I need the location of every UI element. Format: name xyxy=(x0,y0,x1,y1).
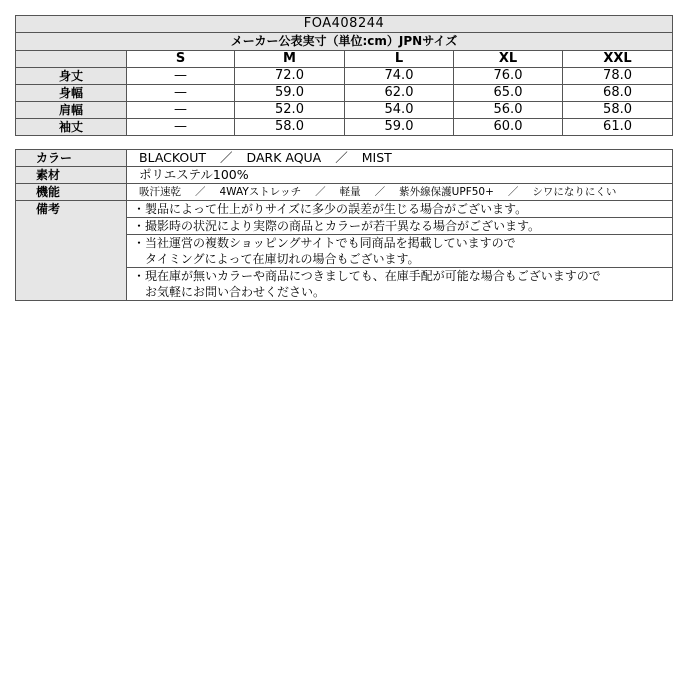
note-item xyxy=(127,201,673,218)
cell: — xyxy=(127,102,235,119)
color-item: DARK AQUA xyxy=(246,150,322,165)
note-line: ・現在庫が無いカラーや商品につきましても、在庫手配が可能な場合もございますので xyxy=(133,269,601,283)
cell: 52.0 xyxy=(235,102,345,119)
function-item: 吸汗速乾 xyxy=(139,186,181,198)
size-header-l: L xyxy=(345,51,454,68)
notes-label: 備考 xyxy=(16,201,127,301)
cell: 61.0 xyxy=(563,119,673,136)
size-row-shoulder-width xyxy=(16,102,673,119)
function-label: 機能 xyxy=(16,184,127,201)
size-header-xl: XL xyxy=(454,51,563,68)
size-header-s: S xyxy=(127,51,235,68)
separator: ／ xyxy=(220,150,233,165)
cell: 59.0 xyxy=(235,85,345,102)
size-row-sleeve-length xyxy=(16,119,673,136)
cell: 58.0 xyxy=(235,119,345,136)
cell: 68.0 xyxy=(563,85,673,102)
note-line: タイミングによって在庫切れの場合もございます。 xyxy=(133,252,420,266)
model-number: FOA408244 xyxy=(16,16,673,33)
cell: 74.0 xyxy=(345,68,454,85)
cell: 58.0 xyxy=(563,102,673,119)
function-item: 軽量 xyxy=(339,186,361,198)
cell: — xyxy=(127,85,235,102)
function-item: 4WAYストレッチ xyxy=(219,186,302,198)
cell: — xyxy=(127,119,235,136)
cell: 78.0 xyxy=(563,68,673,85)
color-label: カラー xyxy=(16,150,127,167)
size-table-subtitle: メーカー公表実寸（単位:cm）JPNサイズ xyxy=(16,33,673,51)
color-item: MIST xyxy=(361,150,392,165)
separator: ／ xyxy=(507,186,519,198)
cell: 76.0 xyxy=(454,68,563,85)
cell: — xyxy=(127,68,235,85)
size-table xyxy=(15,15,673,136)
separator: ／ xyxy=(374,186,386,198)
color-list xyxy=(127,150,673,167)
note-line: ・当社運営の複数ショッピングサイトでも同商品を掲載していますので xyxy=(133,236,516,250)
note-line: ・撮影時の状況により実際の商品とカラーが若干異なる場合がございます。 xyxy=(133,219,541,233)
color-item: BLACKOUT xyxy=(139,150,207,165)
info-row-material xyxy=(16,167,673,184)
cell: 62.0 xyxy=(345,85,454,102)
cell: 72.0 xyxy=(235,68,345,85)
cell: 65.0 xyxy=(454,85,563,102)
cell: 60.0 xyxy=(454,119,563,136)
size-header-corner xyxy=(16,51,127,68)
separator: ／ xyxy=(195,186,206,198)
cell: 54.0 xyxy=(345,102,454,119)
function-item: シワになりにくい xyxy=(532,186,617,198)
size-row-body-width xyxy=(16,85,673,102)
function-list xyxy=(127,184,673,201)
info-row-colors xyxy=(16,150,673,167)
note-line: ・製品によって仕上がりサイズに多少の誤差が生じる場合がございます。 xyxy=(133,202,528,216)
cell: 56.0 xyxy=(454,102,563,119)
size-header-m: M xyxy=(235,51,345,68)
info-row-functions xyxy=(16,184,673,201)
function-item: 紫外線保護UPF50+ xyxy=(399,186,494,198)
row-label: 袖丈 xyxy=(16,119,127,136)
info-row-notes xyxy=(16,201,673,218)
row-label: 身丈 xyxy=(16,68,127,85)
material-value: ポリエステル100% xyxy=(127,167,673,184)
size-row-body-length xyxy=(16,68,673,85)
row-label: 肩幅 xyxy=(16,102,127,119)
separator: ／ xyxy=(315,186,326,198)
product-info-table xyxy=(15,149,673,301)
size-header-xxl: XXL xyxy=(563,51,673,68)
material-label: 素材 xyxy=(16,167,127,184)
row-label: 身幅 xyxy=(16,85,127,102)
note-item xyxy=(127,235,673,268)
note-item xyxy=(127,268,673,301)
separator: ／ xyxy=(335,150,348,165)
cell: 59.0 xyxy=(345,119,454,136)
note-line: お気軽にお問い合わせください。 xyxy=(133,285,326,299)
note-item xyxy=(127,218,673,235)
